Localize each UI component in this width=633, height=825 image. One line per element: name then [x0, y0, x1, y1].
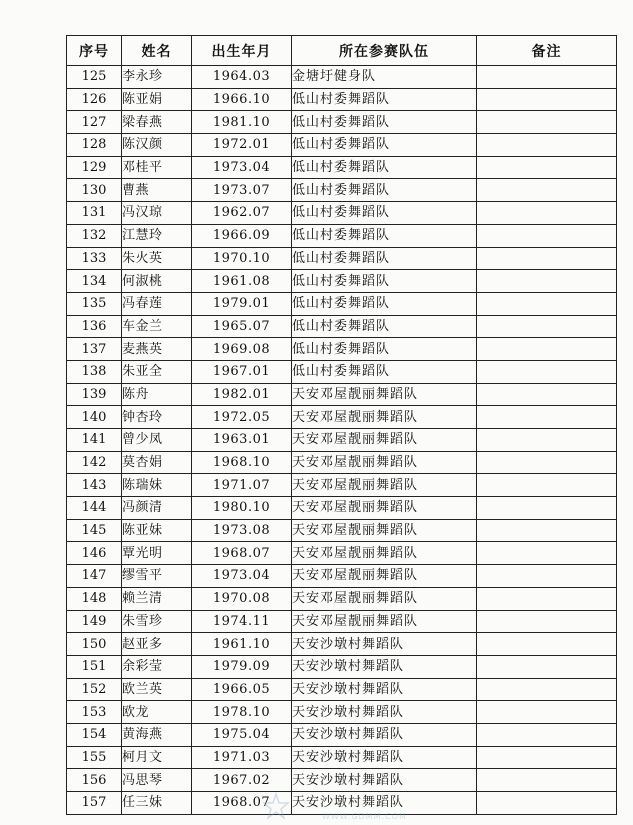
- table-row: [67, 406, 617, 429]
- cell-no: 150: [67, 633, 122, 656]
- cell-birth: 1961.10: [192, 633, 292, 656]
- cell-no: 155: [67, 746, 122, 769]
- cell-note: [477, 66, 617, 89]
- cell-no: 156: [67, 769, 122, 792]
- cell-team: 天安邓屋靓丽舞蹈队: [292, 587, 477, 610]
- cell-name: 李永珍: [122, 66, 192, 89]
- cell-note: [477, 202, 617, 225]
- cell-team: 天安邓屋靓丽舞蹈队: [292, 497, 477, 520]
- cell-birth: 1980.10: [192, 497, 292, 520]
- cell-no: 152: [67, 678, 122, 701]
- table-row: [67, 247, 617, 270]
- cell-team: 天安沙墩村舞蹈队: [292, 678, 477, 701]
- cell-no: 151: [67, 655, 122, 678]
- table-row: [67, 292, 617, 315]
- table-row: [67, 202, 617, 225]
- cell-name: 欧龙: [122, 701, 192, 724]
- cell-note: [477, 111, 617, 134]
- cell-no: 146: [67, 542, 122, 565]
- cell-team: 天安沙墩村舞蹈队: [292, 655, 477, 678]
- cell-note: [477, 451, 617, 474]
- cell-note: [477, 406, 617, 429]
- table-row: [67, 383, 617, 406]
- cell-no: 126: [67, 88, 122, 111]
- header-row: [67, 36, 617, 66]
- cell-name: 柯月文: [122, 746, 192, 769]
- table-row: [67, 723, 617, 746]
- cell-name: 麦燕英: [122, 338, 192, 361]
- cell-no: 145: [67, 519, 122, 542]
- cell-no: 139: [67, 383, 122, 406]
- cell-name: 赵亚多: [122, 633, 192, 656]
- cell-note: [477, 156, 617, 179]
- cell-note: [477, 678, 617, 701]
- cell-note: [477, 292, 617, 315]
- cell-team: 天安沙墩村舞蹈队: [292, 792, 477, 815]
- cell-no: 133: [67, 247, 122, 270]
- table-row: [67, 497, 617, 520]
- cell-name: 陈亚娟: [122, 88, 192, 111]
- cell-team: 天安沙墩村舞蹈队: [292, 633, 477, 656]
- table-body: [67, 66, 617, 815]
- cell-no: 128: [67, 134, 122, 157]
- cell-team: 天安邓屋靓丽舞蹈队: [292, 519, 477, 542]
- cell-team: 天安邓屋靓丽舞蹈队: [292, 474, 477, 497]
- cell-team: 天安邓屋靓丽舞蹈队: [292, 610, 477, 633]
- cell-birth: 1964.03: [192, 66, 292, 89]
- cell-note: [477, 247, 617, 270]
- cell-team: 低山村委舞蹈队: [292, 315, 477, 338]
- cell-team: 低山村委舞蹈队: [292, 111, 477, 134]
- table-row: [67, 111, 617, 134]
- table-row: [67, 701, 617, 724]
- cell-name: 冯春莲: [122, 292, 192, 315]
- header-no: 序号: [67, 36, 122, 66]
- cell-name: 何淑桃: [122, 270, 192, 293]
- cell-note: [477, 655, 617, 678]
- table-row: [67, 633, 617, 656]
- cell-birth: 1968.07: [192, 792, 292, 815]
- cell-birth: 1963.01: [192, 429, 292, 452]
- cell-note: [477, 723, 617, 746]
- cell-birth: 1966.05: [192, 678, 292, 701]
- cell-birth: 1972.01: [192, 134, 292, 157]
- cell-birth: 1962.07: [192, 202, 292, 225]
- cell-no: 127: [67, 111, 122, 134]
- cell-note: [477, 360, 617, 383]
- cell-no: 148: [67, 587, 122, 610]
- cell-name: 赖兰清: [122, 587, 192, 610]
- cell-no: 138: [67, 360, 122, 383]
- cell-team: 天安沙墩村舞蹈队: [292, 746, 477, 769]
- cell-birth: 1972.05: [192, 406, 292, 429]
- cell-name: 曾少凤: [122, 429, 192, 452]
- cell-team: 低山村委舞蹈队: [292, 247, 477, 270]
- cell-note: [477, 179, 617, 202]
- cell-birth: 1973.04: [192, 156, 292, 179]
- cell-name: 江慧玲: [122, 224, 192, 247]
- cell-no: 141: [67, 429, 122, 452]
- table-row: [67, 224, 617, 247]
- table-row: [67, 587, 617, 610]
- cell-no: 140: [67, 406, 122, 429]
- table-row: [67, 179, 617, 202]
- cell-name: 陈舟: [122, 383, 192, 406]
- table-row: [67, 88, 617, 111]
- cell-name: 钟杏玲: [122, 406, 192, 429]
- cell-note: [477, 542, 617, 565]
- cell-note: [477, 338, 617, 361]
- cell-no: 129: [67, 156, 122, 179]
- table-row: [67, 678, 617, 701]
- cell-name: 陈瑞妹: [122, 474, 192, 497]
- cell-team: 天安沙墩村舞蹈队: [292, 769, 477, 792]
- cell-birth: 1982.01: [192, 383, 292, 406]
- cell-birth: 1968.07: [192, 542, 292, 565]
- cell-note: [477, 610, 617, 633]
- table-row: [67, 519, 617, 542]
- table-row: [67, 542, 617, 565]
- cell-note: [477, 497, 617, 520]
- cell-birth: 1961.08: [192, 270, 292, 293]
- cell-team: 天安沙墩村舞蹈队: [292, 723, 477, 746]
- cell-no: 130: [67, 179, 122, 202]
- cell-birth: 1979.01: [192, 292, 292, 315]
- cell-name: 冯思琴: [122, 769, 192, 792]
- cell-birth: 1979.09: [192, 655, 292, 678]
- participant-table: [66, 35, 617, 815]
- cell-team: 低山村委舞蹈队: [292, 360, 477, 383]
- header-note: 备注: [477, 36, 617, 66]
- cell-note: [477, 519, 617, 542]
- cell-note: [477, 474, 617, 497]
- table-row: [67, 610, 617, 633]
- cell-team: 低山村委舞蹈队: [292, 338, 477, 361]
- cell-note: [477, 701, 617, 724]
- table-row: [67, 270, 617, 293]
- cell-birth: 1970.08: [192, 587, 292, 610]
- cell-birth: 1969.08: [192, 338, 292, 361]
- cell-birth: 1981.10: [192, 111, 292, 134]
- cell-no: 125: [67, 66, 122, 89]
- cell-team: 低山村委舞蹈队: [292, 179, 477, 202]
- cell-birth: 1974.11: [192, 610, 292, 633]
- cell-note: [477, 134, 617, 157]
- cell-no: 132: [67, 224, 122, 247]
- cell-birth: 1968.10: [192, 451, 292, 474]
- cell-name: 莫杏娟: [122, 451, 192, 474]
- cell-no: 144: [67, 497, 122, 520]
- cell-name: 冯汉琼: [122, 202, 192, 225]
- cell-no: 147: [67, 565, 122, 588]
- cell-name: 曹燕: [122, 179, 192, 202]
- cell-team: 低山村委舞蹈队: [292, 134, 477, 157]
- table-row: [67, 792, 617, 815]
- cell-name: 朱亚全: [122, 360, 192, 383]
- cell-no: 134: [67, 270, 122, 293]
- cell-no: 157: [67, 792, 122, 815]
- cell-birth: 1973.08: [192, 519, 292, 542]
- table-row: [67, 474, 617, 497]
- cell-note: [477, 565, 617, 588]
- cell-note: [477, 587, 617, 610]
- cell-birth: 1966.10: [192, 88, 292, 111]
- cell-name: 缪雪平: [122, 565, 192, 588]
- cell-team: 天安邓屋靓丽舞蹈队: [292, 451, 477, 474]
- cell-name: 余彩莹: [122, 655, 192, 678]
- table-row: [67, 746, 617, 769]
- table-row: [67, 565, 617, 588]
- cell-name: 邓桂平: [122, 156, 192, 179]
- cell-birth: 1971.07: [192, 474, 292, 497]
- cell-team: 低山村委舞蹈队: [292, 292, 477, 315]
- table-row: [67, 338, 617, 361]
- table-row: [67, 360, 617, 383]
- cell-team: 天安邓屋靓丽舞蹈队: [292, 383, 477, 406]
- cell-note: [477, 792, 617, 815]
- cell-note: [477, 429, 617, 452]
- table-row: [67, 451, 617, 474]
- cell-note: [477, 769, 617, 792]
- cell-team: 天安邓屋靓丽舞蹈队: [292, 542, 477, 565]
- cell-note: [477, 270, 617, 293]
- table-row: [67, 156, 617, 179]
- table-row: [67, 429, 617, 452]
- cell-birth: 1975.04: [192, 723, 292, 746]
- cell-note: [477, 633, 617, 656]
- cell-name: 朱雪珍: [122, 610, 192, 633]
- cell-no: 143: [67, 474, 122, 497]
- cell-name: 车金兰: [122, 315, 192, 338]
- watermark-site: WWW.GDMM.COM: [322, 812, 407, 821]
- cell-no: 149: [67, 610, 122, 633]
- cell-no: 131: [67, 202, 122, 225]
- cell-note: [477, 315, 617, 338]
- table-row: [67, 315, 617, 338]
- cell-name: 覃光明: [122, 542, 192, 565]
- cell-team: 天安沙墩村舞蹈队: [292, 701, 477, 724]
- cell-birth: 1973.04: [192, 565, 292, 588]
- cell-birth: 1973.07: [192, 179, 292, 202]
- table-row: [67, 655, 617, 678]
- cell-team: 天安邓屋靓丽舞蹈队: [292, 565, 477, 588]
- cell-note: [477, 383, 617, 406]
- cell-birth: 1970.10: [192, 247, 292, 270]
- cell-birth: 1966.09: [192, 224, 292, 247]
- cell-no: 136: [67, 315, 122, 338]
- cell-team: 低山村委舞蹈队: [292, 202, 477, 225]
- cell-team: 低山村委舞蹈队: [292, 156, 477, 179]
- cell-no: 135: [67, 292, 122, 315]
- cell-birth: 1967.02: [192, 769, 292, 792]
- cell-no: 154: [67, 723, 122, 746]
- cell-note: [477, 224, 617, 247]
- cell-name: 任三妹: [122, 792, 192, 815]
- cell-name: 朱火英: [122, 247, 192, 270]
- cell-team: 金塘圩健身队: [292, 66, 477, 89]
- cell-no: 137: [67, 338, 122, 361]
- cell-birth: 1965.07: [192, 315, 292, 338]
- table-row: [67, 769, 617, 792]
- cell-name: 梁春燕: [122, 111, 192, 134]
- cell-note: [477, 88, 617, 111]
- cell-name: 陈汉颜: [122, 134, 192, 157]
- table-row: [67, 134, 617, 157]
- cell-birth: 1978.10: [192, 701, 292, 724]
- cell-name: 陈亚妹: [122, 519, 192, 542]
- header-birth: 出生年月: [192, 36, 292, 66]
- cell-birth: 1971.03: [192, 746, 292, 769]
- cell-no: 153: [67, 701, 122, 724]
- cell-name: 欧兰英: [122, 678, 192, 701]
- header-name: 姓名: [122, 36, 192, 66]
- table-row: [67, 66, 617, 89]
- cell-name: 黄海燕: [122, 723, 192, 746]
- cell-note: [477, 746, 617, 769]
- cell-team: 低山村委舞蹈队: [292, 88, 477, 111]
- cell-birth: 1967.01: [192, 360, 292, 383]
- cell-name: 冯颜清: [122, 497, 192, 520]
- cell-team: 天安邓屋靓丽舞蹈队: [292, 429, 477, 452]
- cell-team: 低山村委舞蹈队: [292, 224, 477, 247]
- cell-team: 天安邓屋靓丽舞蹈队: [292, 406, 477, 429]
- cell-team: 低山村委舞蹈队: [292, 270, 477, 293]
- cell-no: 142: [67, 451, 122, 474]
- header-team: 所在参赛队伍: [292, 36, 477, 66]
